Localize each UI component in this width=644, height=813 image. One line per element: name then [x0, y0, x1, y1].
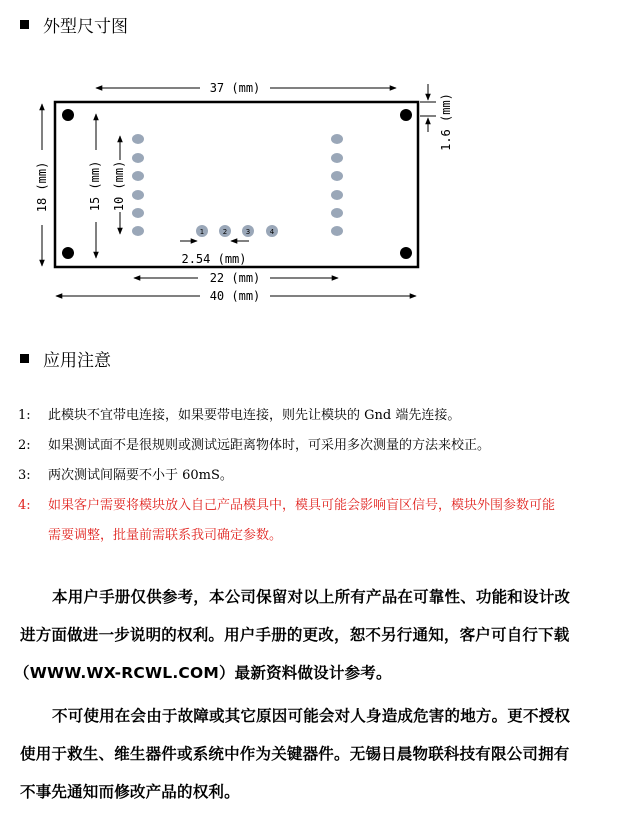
- width-40-label: 40 (mm): [209, 289, 261, 303]
- disclaimer-line: 使用于救生、维生器件或系统中作为关键器件。无锡日晨物联科技有限公司拥有: [20, 745, 570, 763]
- disclaimer-line: 进方面做进一步说明的权利。用户手册的更改，恕不另行通知，客户可自行下载: [20, 626, 570, 644]
- disclaimer-line: 不事先通知而修改产品的权利。: [20, 783, 240, 801]
- disclaimer-line: 本用户手册仅供参考，本公司保留对以上所有产品在可靠性、功能和设计改: [52, 588, 571, 606]
- section-title-text: 应用注意: [43, 351, 111, 371]
- height-18-label: 18 (mm): [35, 161, 49, 213]
- pin-span-15-label: 15 (mm): [88, 160, 102, 212]
- section-title-text: 外型尺寸图: [43, 17, 128, 37]
- pin-number: 1: [199, 228, 205, 236]
- disclaimer-line: （WWW.WX-RCWL.COM）最新资料做设计参考。: [14, 664, 392, 682]
- section-title-dimensions: [20, 12, 128, 37]
- mounting-hole: [62, 109, 74, 121]
- mounting-hole: [400, 247, 412, 259]
- dimension-drawing: [0, 70, 644, 310]
- right-pin-column: [331, 134, 343, 236]
- header-pins: [196, 225, 278, 237]
- width-22-label: 22 (mm): [209, 271, 261, 285]
- pitch-2-54-label: 2.54 (mm): [181, 252, 247, 266]
- pin-number: 2: [222, 228, 228, 236]
- square-bullet-icon: [20, 20, 29, 29]
- pin-span-10-label: 10 (mm): [112, 160, 126, 212]
- note-item-3: 3: 两次测试间隔要不小于 60mS。: [18, 468, 233, 483]
- board-outline: [55, 102, 418, 267]
- mounting-hole: [62, 247, 74, 259]
- note-item-1: 1: 此模块不宜带电连接，如果要带电连接，则先让模块的 Gnd 端先连接。: [18, 408, 461, 423]
- pin-number: 4: [269, 228, 275, 236]
- note-item-4: 4: 如果客户需要将模块放入自己产品模具中，模具可能会影响盲区信号，模块外围参数可能: [18, 498, 556, 513]
- note-item-2: 2: 如果测试面不是很规则或测试远距离物体时，可采用多次测量的方法来校正。: [18, 438, 491, 453]
- pin-number: 3: [245, 228, 251, 236]
- section-title-notes: [20, 346, 111, 371]
- width-37-label: 37 (mm): [209, 81, 261, 95]
- disclaimer-line: 不可使用在会由于故障或其它原因可能会对人身造成危害的地方。更不授权: [52, 707, 571, 725]
- mounting-hole: [400, 109, 412, 121]
- left-pin-column: [132, 134, 144, 236]
- square-bullet-icon: [20, 354, 29, 363]
- note-item-4-continued: 需要调整，批量前需联系我司确定参数。: [48, 528, 283, 543]
- thickness-1-6-label: 1.6 (mm): [439, 93, 453, 151]
